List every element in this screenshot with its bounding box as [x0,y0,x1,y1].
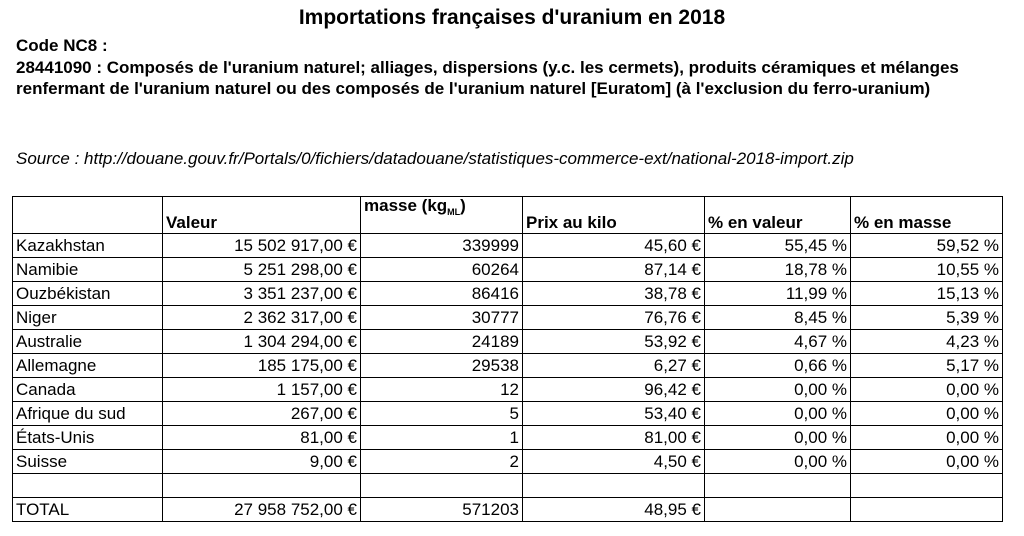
cell-country: Australie [13,330,163,354]
cell-country: Allemagne [13,354,163,378]
cell-pct-masse: 0,00 % [851,402,1003,426]
cell-valeur: 2 362 317,00 € [163,306,361,330]
cell-prix: 76,76 € [523,306,705,330]
cell-pct-masse [851,474,1003,498]
code-description: 28441090 : Composés de l'uranium naturel; alliages, dispersions (y.c. les cermets), produits céramiques et mélanges renfermant de l'uranium naturel ou des composés de l'uranium naturel [Euratom] (à l'exclusion du ferro-uranium) [16,58,959,98]
cell-pct-masse: 15,13 % [851,282,1003,306]
cell-pct-masse: 5,17 % [851,354,1003,378]
cell-prix: 96,42 € [523,378,705,402]
cell-pct-valeur: 0,66 % [705,354,851,378]
table-header-row [13,197,1003,234]
cell-masse: 86416 [361,282,523,306]
cell-pct-valeur [705,498,851,522]
cell-pct-valeur: 18,78 % [705,258,851,282]
cell-prix: 53,92 € [523,330,705,354]
cell-prix: 6,27 € [523,354,705,378]
cell-valeur: 9,00 € [163,450,361,474]
cell-pct-masse: 5,39 % [851,306,1003,330]
source-line: Source : http://douane.gouv.fr/Portals/0/fichiers/datadouane/statistiques-commerce-ext/national-2018-import.zip [16,149,854,168]
cell-pct-masse: 0,00 % [851,378,1003,402]
cell-masse: 5 [361,402,523,426]
cell-valeur: 81,00 € [163,426,361,450]
imports-table [12,196,1003,522]
table-row [13,426,1003,450]
table-row [13,258,1003,282]
cell-country: Namibie [13,258,163,282]
cell-prix: 48,95 € [523,498,705,522]
cell-masse: 339999 [361,234,523,258]
table-row-empty [13,474,1003,498]
cell-pct-masse: 0,00 % [851,450,1003,474]
cell-pct-masse: 10,55 % [851,258,1003,282]
cell-pct-masse: 59,52 % [851,234,1003,258]
table-row [13,330,1003,354]
cell-masse: 60264 [361,258,523,282]
cell-pct-valeur: 4,67 % [705,330,851,354]
cell-country: Afrique du sud [13,402,163,426]
cell-pct-valeur: 0,00 % [705,378,851,402]
cell-pct-masse: 4,23 % [851,330,1003,354]
table-row [13,282,1003,306]
page-title: Importations françaises d'uranium en 2018 [298,6,726,29]
table-row [13,354,1003,378]
cell-valeur: 27 958 752,00 € [163,498,361,522]
cell-country: États-Unis [13,426,163,450]
cell-valeur: 267,00 € [163,402,361,426]
cell-prix: 53,40 € [523,402,705,426]
cell-prix: 45,60 € [523,234,705,258]
cell-masse: 30777 [361,306,523,330]
cell-valeur: 185 175,00 € [163,354,361,378]
table-row [13,378,1003,402]
header-masse [361,197,523,234]
cell-pct-valeur: 11,99 % [705,282,851,306]
table-row [13,402,1003,426]
cell-prix [523,474,705,498]
header-country [13,197,163,234]
header-masse-close: ) [460,196,466,215]
header-pct-valeur: % en valeur [705,197,851,234]
cell-masse: 24189 [361,330,523,354]
cell-masse: 2 [361,450,523,474]
cell-masse: 29538 [361,354,523,378]
cell-valeur: 3 351 237,00 € [163,282,361,306]
table-row [13,306,1003,330]
cell-pct-masse [851,498,1003,522]
cell-pct-valeur: 55,45 % [705,234,851,258]
cell-country: Suisse [13,450,163,474]
cell-masse: 12 [361,378,523,402]
cell-prix: 38,78 € [523,282,705,306]
cell-country: Canada [13,378,163,402]
cell-country: Niger [13,306,163,330]
table-row-total [13,498,1003,522]
cell-country: Kazakhstan [13,234,163,258]
header-valeur: Valeur [163,197,361,234]
cell-masse [361,474,523,498]
cell-pct-valeur [705,474,851,498]
cell-prix: 4,50 € [523,450,705,474]
header-masse-text: masse (kg [364,196,448,215]
cell-country: Ouzbékistan [13,282,163,306]
cell-pct-valeur: 8,45 % [705,306,851,330]
cell-pct-valeur: 0,00 % [705,450,851,474]
header-pct-masse: % en masse [851,197,1003,234]
cell-valeur [163,474,361,498]
cell-prix: 87,14 € [523,258,705,282]
cell-masse: 1 [361,426,523,450]
cell-valeur: 15 502 917,00 € [163,234,361,258]
cell-prix: 81,00 € [523,426,705,450]
table-row [13,234,1003,258]
header-prix: Prix au kilo [523,197,705,234]
cell-valeur: 5 251 298,00 € [163,258,361,282]
cell-valeur: 1 304 294,00 € [163,330,361,354]
cell-country [13,474,163,498]
cell-masse: 571203 [361,498,523,522]
cell-pct-valeur: 0,00 % [705,402,851,426]
cell-pct-masse: 0,00 % [851,426,1003,450]
table-row [13,450,1003,474]
code-label: Code NC8 : [16,36,108,55]
cell-pct-valeur: 0,00 % [705,426,851,450]
cell-valeur: 1 157,00 € [163,378,361,402]
cell-country: TOTAL [13,498,163,522]
header-masse-sub: ML [447,207,461,217]
